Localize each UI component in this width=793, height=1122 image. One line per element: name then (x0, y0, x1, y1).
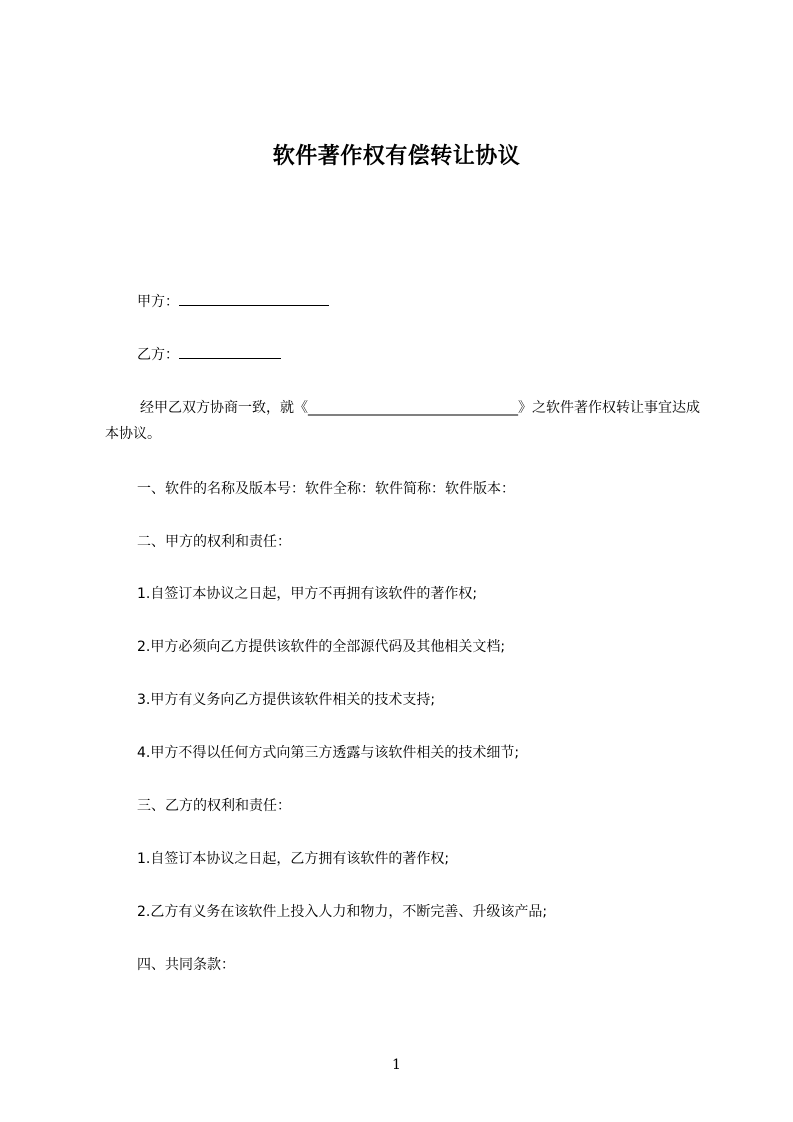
section-2-item: 4.甲方不得以任何方式向第三方透露与该软件相关的技术细节; (137, 745, 520, 761)
section-2-item: 1.自签订本协议之日起，甲方不再拥有该软件的著作权; (137, 586, 478, 602)
section-2-heading: 二、甲方的权利和责任： (137, 534, 291, 550)
party-b-blank (179, 344, 281, 359)
section-3-item: 2.乙方有义务在该软件上投入人力和物力，不断完善、升级该产品; (137, 904, 548, 920)
section-1: 一、软件的名称及版本号：软件全称：软件简称：软件版本： (137, 481, 515, 497)
intro-paragraph: 经甲乙双方协商一致，就《______________________________》之软件著作权转让事宜达成本协议。 (105, 400, 700, 442)
section-3-heading: 三、乙方的权利和责任： (137, 798, 291, 814)
section-4-heading: 四、共同条款： (137, 957, 235, 973)
section-2-item: 3.甲方有义务向乙方提供该软件相关的技术支持; (137, 692, 436, 708)
page-number: 1 (392, 1057, 401, 1073)
section-3-item: 1.自签订本协议之日起，乙方拥有该软件的著作权; (137, 851, 450, 867)
party-a-line (137, 291, 329, 312)
party-a-blank (179, 291, 329, 306)
party-a-label: 甲方： (137, 294, 179, 310)
section-2-item: 2.甲方必须向乙方提供该软件的全部源代码及其他相关文档; (137, 639, 506, 655)
document-title: 软件著作权有偿转让协议 (272, 144, 521, 169)
party-b-label: 乙方： (137, 347, 179, 363)
party-b-line (137, 344, 281, 365)
